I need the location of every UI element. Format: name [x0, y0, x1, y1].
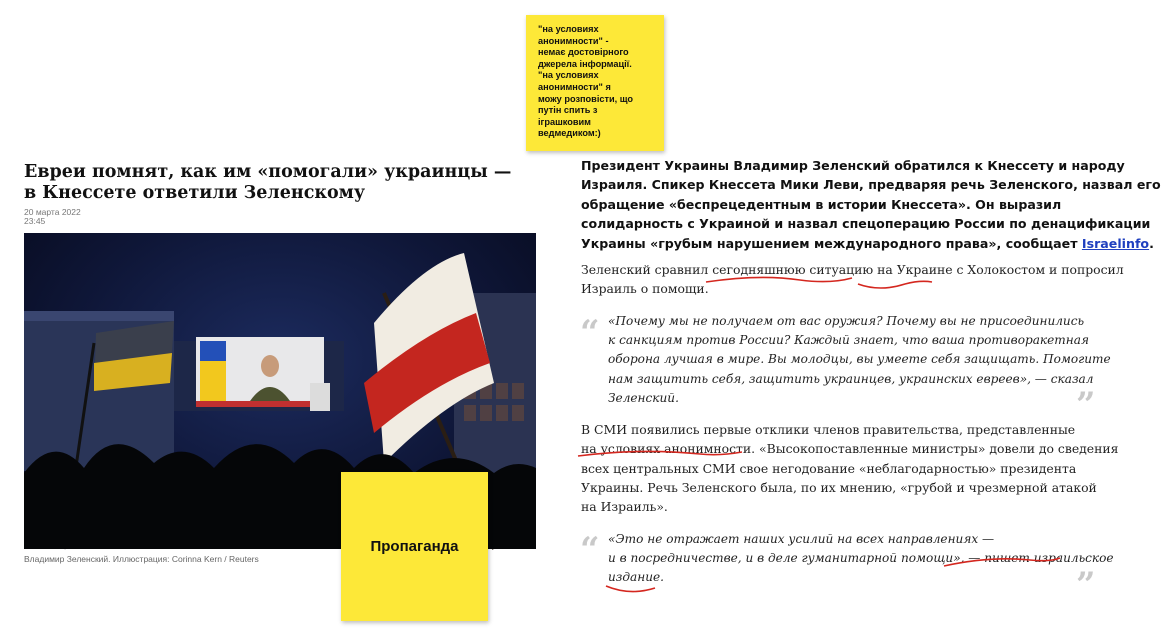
quote-close-icon: ” — [1076, 385, 1096, 425]
note-line: можу розповісти, що — [538, 93, 633, 104]
quote-open-icon: “ — [580, 530, 600, 570]
quote-open-icon: “ — [580, 313, 600, 353]
sticky-note-comment — [526, 15, 664, 151]
note-line: "на условиях — [538, 24, 599, 34]
note-line: анонимности" - — [538, 35, 609, 46]
note-line: іграшковим — [538, 116, 591, 127]
source-link[interactable]: Israelinfo — [1081, 235, 1150, 251]
quote-line: к санкциям против России? Каждый знает, что ваша противоракетная — [608, 333, 1089, 348]
para-line: на Израиль». — [581, 499, 668, 515]
sticky-note-propaganda — [341, 472, 488, 621]
lead-period: . — [1149, 235, 1154, 251]
headline-line: в Кнессете ответили Зеленскому — [24, 183, 366, 203]
quote-line: издание. — [608, 570, 665, 585]
quote-line: «Это не отражает наших усилий на всех направлениях — — [608, 532, 995, 546]
article-headline — [24, 162, 512, 204]
note-line: "на условиях — [538, 70, 599, 81]
para-line: Израиль о помощи. — [581, 281, 709, 297]
lead-line: Израиля. Спикер Кнессета Мики Леви, предваряя речь Зеленского, назвал его — [581, 177, 1161, 193]
note-line: путін спить з — [538, 105, 598, 116]
sticky-label: Пропаганда — [370, 538, 459, 555]
quote-line: «Почему мы не получаем от вас оружия? Почему вы не присоединились — [608, 314, 1085, 328]
headline-line: Евреи помнят, как им «помогали» украинцы — — [24, 162, 512, 182]
lead-line: солидарность с Украиной и назвал спецоперацию России по денацификации — [581, 216, 1151, 232]
speaker-head — [261, 355, 279, 377]
quote-2 — [608, 530, 1114, 588]
lead-line: Президент Украины Владимир Зеленский обратился к Кнессету и народу — [581, 158, 1125, 173]
para-line: В СМИ появились первые отклики членов правительства, представленные — [581, 422, 1076, 437]
quote-1 — [608, 312, 1111, 408]
photo-caption: Владимир Зеленский. Иллюстрация: Corinna Kern / Reuters — [24, 554, 259, 564]
paragraph-1 — [581, 260, 1124, 299]
para-line: на условиях анонимности. «Высокопоставленные министры» довели до сведения — [581, 441, 1119, 457]
note-line: немає достовірного — [538, 47, 629, 58]
quote-line: Зеленский. — [608, 390, 679, 405]
lead-line: обращение «беспрецедентным в истории Кнессета». Он выразил — [581, 196, 1062, 212]
note-line: джерела інформації. — [538, 58, 632, 69]
article-date: 20 марта 2022 — [24, 207, 81, 217]
note-line: ведмедиком:) — [538, 128, 601, 139]
quote-close-icon: ” — [1076, 565, 1096, 605]
lead-line: Украины «грубым нарушением международного права», сообщает — [581, 235, 1082, 251]
article-lead — [581, 156, 1161, 253]
para-line: Украины. Речь Зеленского была, по их мнению, «грубой и чрезмерной атакой — [581, 479, 1097, 495]
phone — [310, 383, 330, 411]
article-time: 23:45 — [24, 216, 46, 226]
para-line: Зеленский сравнил сегодняшнюю ситуацию на Украине с Холокостом и попросил — [581, 262, 1124, 277]
quote-line: нам защитить себя, защитить украинцев, украинских евреев», — сказал — [608, 371, 1094, 386]
note-line: анонимности" я — [538, 81, 611, 92]
quote-line: оборона лучшая в мире. Вы молодцы, вы умеете себя защищать. Помогите — [608, 352, 1111, 367]
para-line: всех центральных СМИ свое негодование «неблагодарностью» президента — [581, 460, 1077, 476]
quote-line: и в посредничестве, и в деле гуманитарной помощи», — пишет израильское — [608, 551, 1114, 566]
paragraph-2 — [581, 420, 1119, 516]
